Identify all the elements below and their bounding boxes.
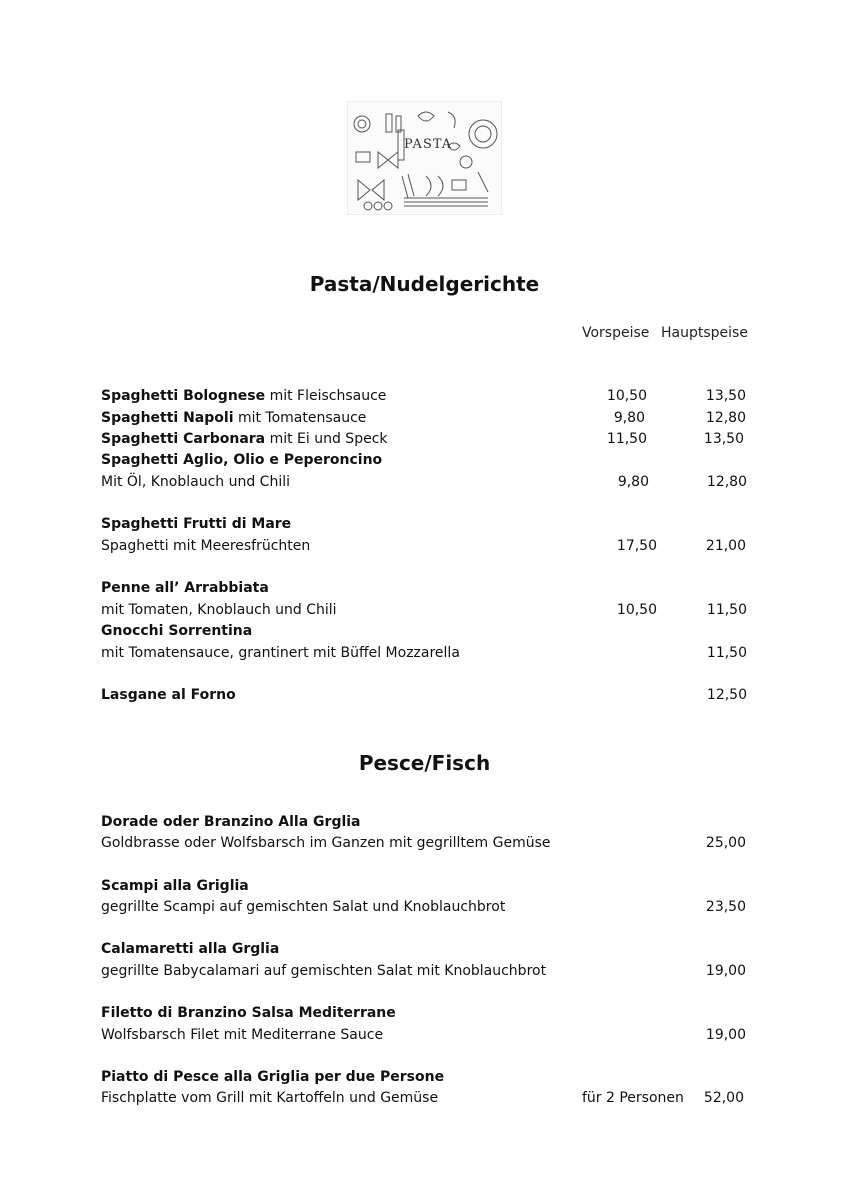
dish-name: Piatto di Pesce alla Griglia per due Persone [101, 1069, 445, 1085]
price: 19,00 [705, 963, 746, 979]
price-vorspeise: 9,80 [613, 410, 645, 426]
dish-name: Spaghetti Frutti di Mare [101, 516, 292, 532]
price-hauptspeise: 12,50 [706, 687, 747, 703]
price-hauptspeise: 12,80 [706, 474, 747, 490]
dish-name-line [101, 814, 361, 830]
dish-name-line [101, 1005, 396, 1021]
price-hauptspeise: 13,50 [703, 431, 744, 447]
pasta-sketch-icon [348, 102, 503, 216]
price-vorspeise: 10,50 [616, 602, 657, 618]
dish-description: mit Fleischsauce [265, 388, 387, 404]
dish-name: Spaghetti Bolognese [101, 388, 266, 404]
dish-name-line [101, 878, 249, 894]
dish-name: Spaghetti Aglio, Olio e Peperoncino [101, 452, 383, 468]
menu-item-line [101, 388, 386, 404]
dish-name: Spaghetti Napoli [101, 410, 234, 426]
dish-description: mit Ei und Speck [265, 431, 388, 447]
logo-text: PASTA [404, 137, 453, 152]
dish-description: Mit Öl, Knoblauch und Chili [101, 474, 290, 490]
dish-name-line [101, 687, 236, 703]
price-hauptspeise: 11,50 [706, 645, 747, 661]
dish-description: Goldbrasse oder Wolfsbarsch im Ganzen mit gegrilltem Gemüse [101, 835, 551, 851]
dish-name: Penne all’ Arrabbiata [101, 580, 269, 596]
price-vorspeise: 11,50 [606, 431, 647, 447]
column-header-vorspeise: Vorspeise [582, 325, 650, 341]
dish-name-line [101, 516, 291, 532]
price: 23,50 [705, 899, 746, 915]
dish-name: Gnocchi Sorrentina [101, 623, 253, 639]
dish-description: gegrillte Scampi auf gemischten Salat und Knoblauchbrot [101, 899, 506, 915]
dish-description: Wolfsbarsch Filet mit Mediterrane Sauce [101, 1027, 384, 1043]
dish-description: mit Tomatensauce [233, 410, 367, 426]
price-hauptspeise: 12,80 [705, 410, 746, 426]
price: 19,00 [705, 1027, 746, 1043]
price-vorspeise: 17,50 [616, 538, 657, 554]
fisch-section-title: Pesce/Fisch [358, 751, 491, 775]
dish-name-line [101, 580, 269, 596]
dish-name: Calamaretti alla Grglia [101, 941, 280, 957]
dish-description: Spaghetti mit Meeresfrüchten [101, 538, 311, 554]
dish-name: Filetto di Branzino Salsa Mediterrane [101, 1005, 396, 1021]
dish-name: Spaghetti Carbonara [101, 431, 266, 447]
dish-description: mit Tomaten, Knoblauch und Chili [101, 602, 337, 618]
price-hauptspeise: 21,00 [705, 538, 746, 554]
menu-item-line [101, 410, 366, 426]
price: 25,00 [705, 835, 746, 851]
dish-description: gegrillte Babycalamari auf gemischten Salat mit Knoblauchbrot [101, 963, 547, 979]
dish-description: mit Tomatensauce, grantinert mit Büffel Mozzarella [101, 645, 460, 661]
portion-note: für 2 Personen [582, 1090, 684, 1106]
menu-item-line [101, 431, 388, 447]
dish-name: Scampi alla Griglia [101, 878, 249, 894]
dish-name-line [101, 452, 382, 468]
dish-name-line [101, 941, 279, 957]
dish-description: Fischplatte vom Grill mit Kartoffeln und Gemüse [101, 1090, 439, 1106]
price-vorspeise: 10,50 [606, 388, 647, 404]
price-hauptspeise: 13,50 [705, 388, 746, 404]
dish-name-line [101, 623, 252, 639]
dish-name: Dorade oder Branzino Alla Grglia [101, 814, 361, 830]
price-hauptspeise: 11,50 [706, 602, 747, 618]
price: 52,00 [703, 1090, 744, 1106]
pasta-section-title: Pasta/Nudelgerichte [309, 272, 540, 296]
price-vorspeise: 9,80 [617, 474, 649, 490]
pasta-logo [347, 101, 502, 215]
dish-name: Lasgane al Forno [101, 687, 236, 703]
dish-name-line [101, 1069, 444, 1085]
column-header-hauptspeise: Hauptspeise [661, 325, 748, 341]
